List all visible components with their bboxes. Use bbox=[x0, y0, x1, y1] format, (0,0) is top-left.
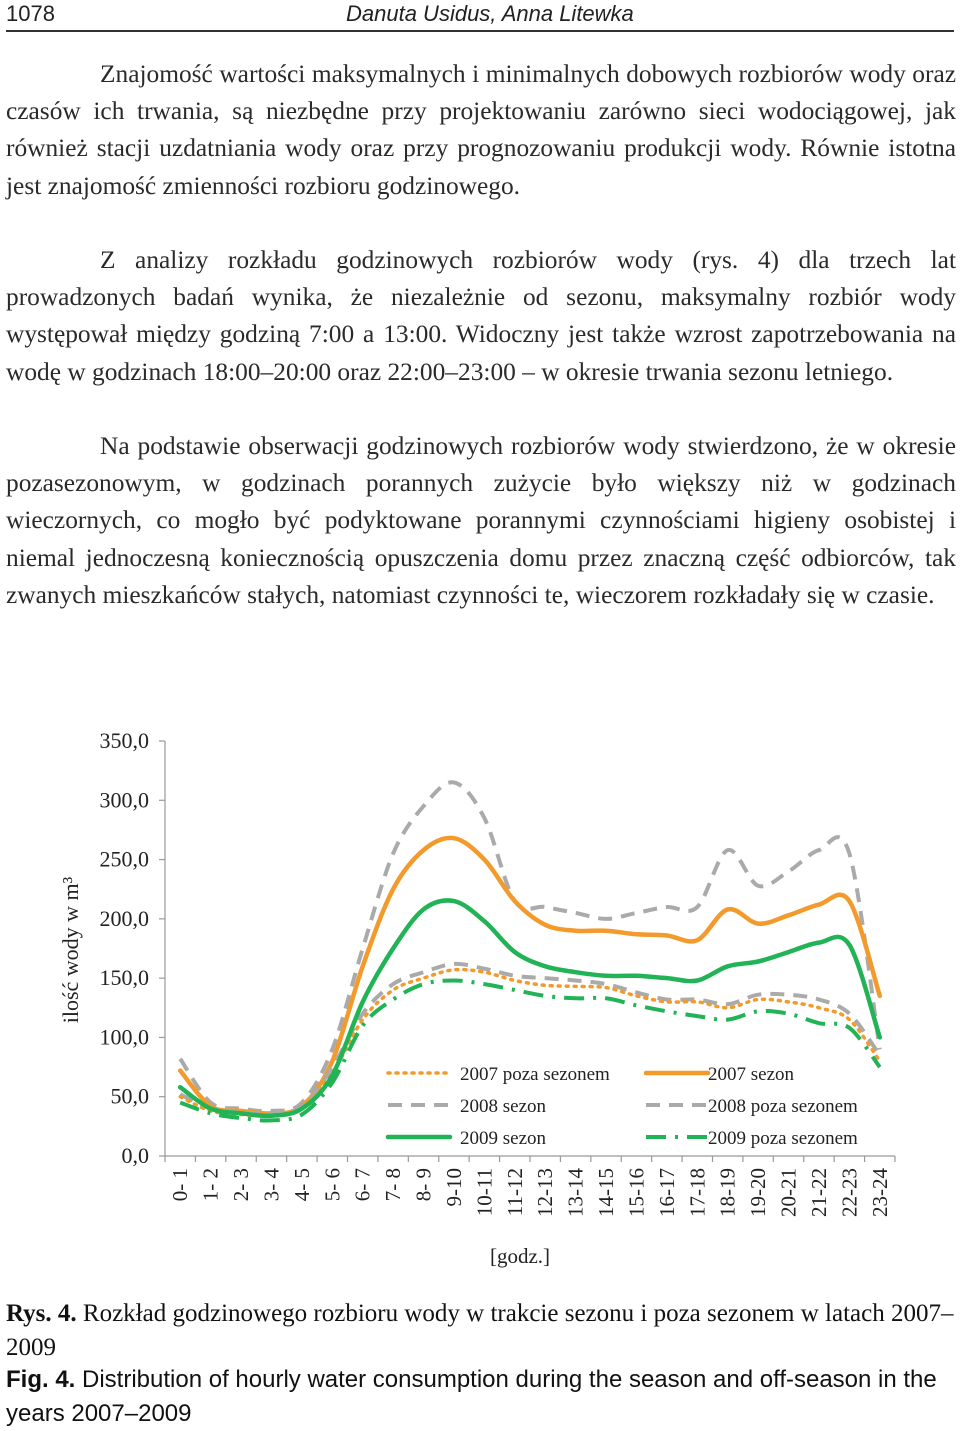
x-tick-label: 14-15 bbox=[594, 1168, 619, 1217]
figure-caption-pl bbox=[6, 1297, 956, 1365]
x-tick-label: 18-19 bbox=[715, 1168, 740, 1217]
x-tick-label: 8- 9 bbox=[411, 1168, 436, 1202]
page-number: 1078 bbox=[6, 1, 55, 26]
x-tick-label: 6- 7 bbox=[350, 1168, 375, 1202]
y-tick-label: 150,0 bbox=[99, 965, 149, 991]
y-tick-label: 100,0 bbox=[99, 1024, 149, 1050]
x-tick-label: 22-23 bbox=[837, 1168, 862, 1217]
x-tick-label: 5- 6 bbox=[320, 1168, 345, 1202]
figure-label-pl: Rys. 4. bbox=[6, 1300, 77, 1327]
legend-label-2008-sezon: 2008 sezon bbox=[460, 1096, 547, 1117]
figure-caption-pl-text: Rozkład godzinowego rozbioru wody w trakcie sezonu i poza sezonem w latach 2007–2009 bbox=[6, 1300, 954, 1361]
hourly-water-consumption-chart bbox=[0, 715, 960, 1285]
x-tick-label: 4- 5 bbox=[289, 1168, 314, 1202]
figure-caption-en bbox=[6, 1363, 956, 1431]
x-tick-label: 7- 8 bbox=[381, 1168, 406, 1202]
legend-label-2007-sezon: 2007 sezon bbox=[708, 1064, 795, 1085]
x-tick-label: 21-22 bbox=[806, 1168, 831, 1217]
x-tick-label: 0- 1 bbox=[168, 1168, 193, 1202]
x-tick-label: 12-13 bbox=[533, 1168, 558, 1217]
figure-caption-en-text: Distribution of hourly water consumption during the season and off-season in the years 2007–2009 bbox=[6, 1366, 937, 1427]
series-line-2008-sezon bbox=[180, 782, 880, 1111]
x-tick-label: 23-24 bbox=[867, 1168, 892, 1217]
y-tick-label: 350,0 bbox=[99, 728, 149, 753]
x-tick-label: 19-20 bbox=[746, 1168, 771, 1217]
x-tick-label: 11-12 bbox=[502, 1168, 527, 1217]
x-tick-label: 20-21 bbox=[776, 1168, 801, 1217]
y-tick-label: 0,0 bbox=[121, 1143, 149, 1168]
x-tick-label: 2- 3 bbox=[229, 1168, 254, 1202]
x-tick-label: 13-14 bbox=[563, 1168, 588, 1217]
y-tick-label: 300,0 bbox=[99, 787, 149, 813]
body-paragraph-3: Na podstawie obserwacji godzinowych rozbiorów wody stwierdzono, że w okresie pozasezonowym, w godzinach porannych zużycie było większy niż w godzinach wieczornych, co mogło być podyktowane porannymi czynnościami higieny osobistej i niemal jednoczesną koniecznością opuszczenia domu przez znaczną część odbiorców, tak zwanych mieszkańców stałych, natomiast czynności te, wieczorem rozkładały się w czasie. bbox=[6, 432, 956, 609]
y-tick-label: 250,0 bbox=[99, 846, 149, 872]
running-head-authors: Danuta Usidus, Anna Litewka bbox=[346, 1, 634, 26]
x-tick-label: 3- 4 bbox=[259, 1168, 284, 1202]
y-axis-ticks bbox=[100, 728, 166, 1168]
body-paragraph-2: Z analizy rozkładu godzinowych rozbiorów wody (rys. 4) dla trzech lat prowadzonych badań wynika, że niezależnie od sezonu, maksymalny rozbiór wody występował między godziną 7:00 a 13:00. Widoczny jest także wzrost zapotrzebowania na wodę w godzinach 18:00–20:00 oraz 22:00–23:00 – w okresie trwania sezonu letniego. bbox=[6, 246, 956, 386]
legend-label-2008-poza-sezonem: 2008 poza sezonem bbox=[708, 1096, 858, 1117]
y-tick-label: 50,0 bbox=[110, 1083, 149, 1109]
figure-label-en: Fig. 4. bbox=[6, 1366, 76, 1393]
chart-legend bbox=[388, 1064, 858, 1149]
y-axis-label: ilość wody w m³ bbox=[58, 876, 83, 1024]
x-tick-label: 15-16 bbox=[624, 1168, 649, 1217]
legend-label-2009-poza-sezonem: 2009 poza sezonem bbox=[708, 1128, 858, 1149]
x-tick-label: 1- 2 bbox=[198, 1168, 223, 1202]
x-axis-label: [godz.] bbox=[489, 1244, 551, 1268]
legend-label-2009-sezon: 2009 sezon bbox=[460, 1128, 547, 1149]
x-tick-label: 16-17 bbox=[654, 1168, 679, 1217]
page-header bbox=[6, 0, 954, 32]
x-tick-label: 10-11 bbox=[472, 1168, 497, 1217]
y-tick-label: 200,0 bbox=[99, 905, 149, 931]
x-tick-label: 9-10 bbox=[441, 1168, 466, 1207]
body-paragraph-1: Znajomość wartości maksymalnych i minimalnych dobowych rozbiorów wody oraz czasów ich trwania, są niezbędne przy projektowaniu zarówno sieci wodociągowej, jak również stacji uzdatniania wody oraz przy prognozowaniu produkcji wody. Równie istotna jest znajomość zmienności rozbioru godzinowego. bbox=[6, 60, 956, 200]
legend-label-2007-poza-sezonem: 2007 poza sezonem bbox=[460, 1064, 610, 1085]
x-axis-ticks bbox=[165, 1156, 895, 1217]
x-tick-label: 17-18 bbox=[685, 1168, 710, 1217]
series-line-2008-poza-sezonem bbox=[180, 964, 880, 1114]
